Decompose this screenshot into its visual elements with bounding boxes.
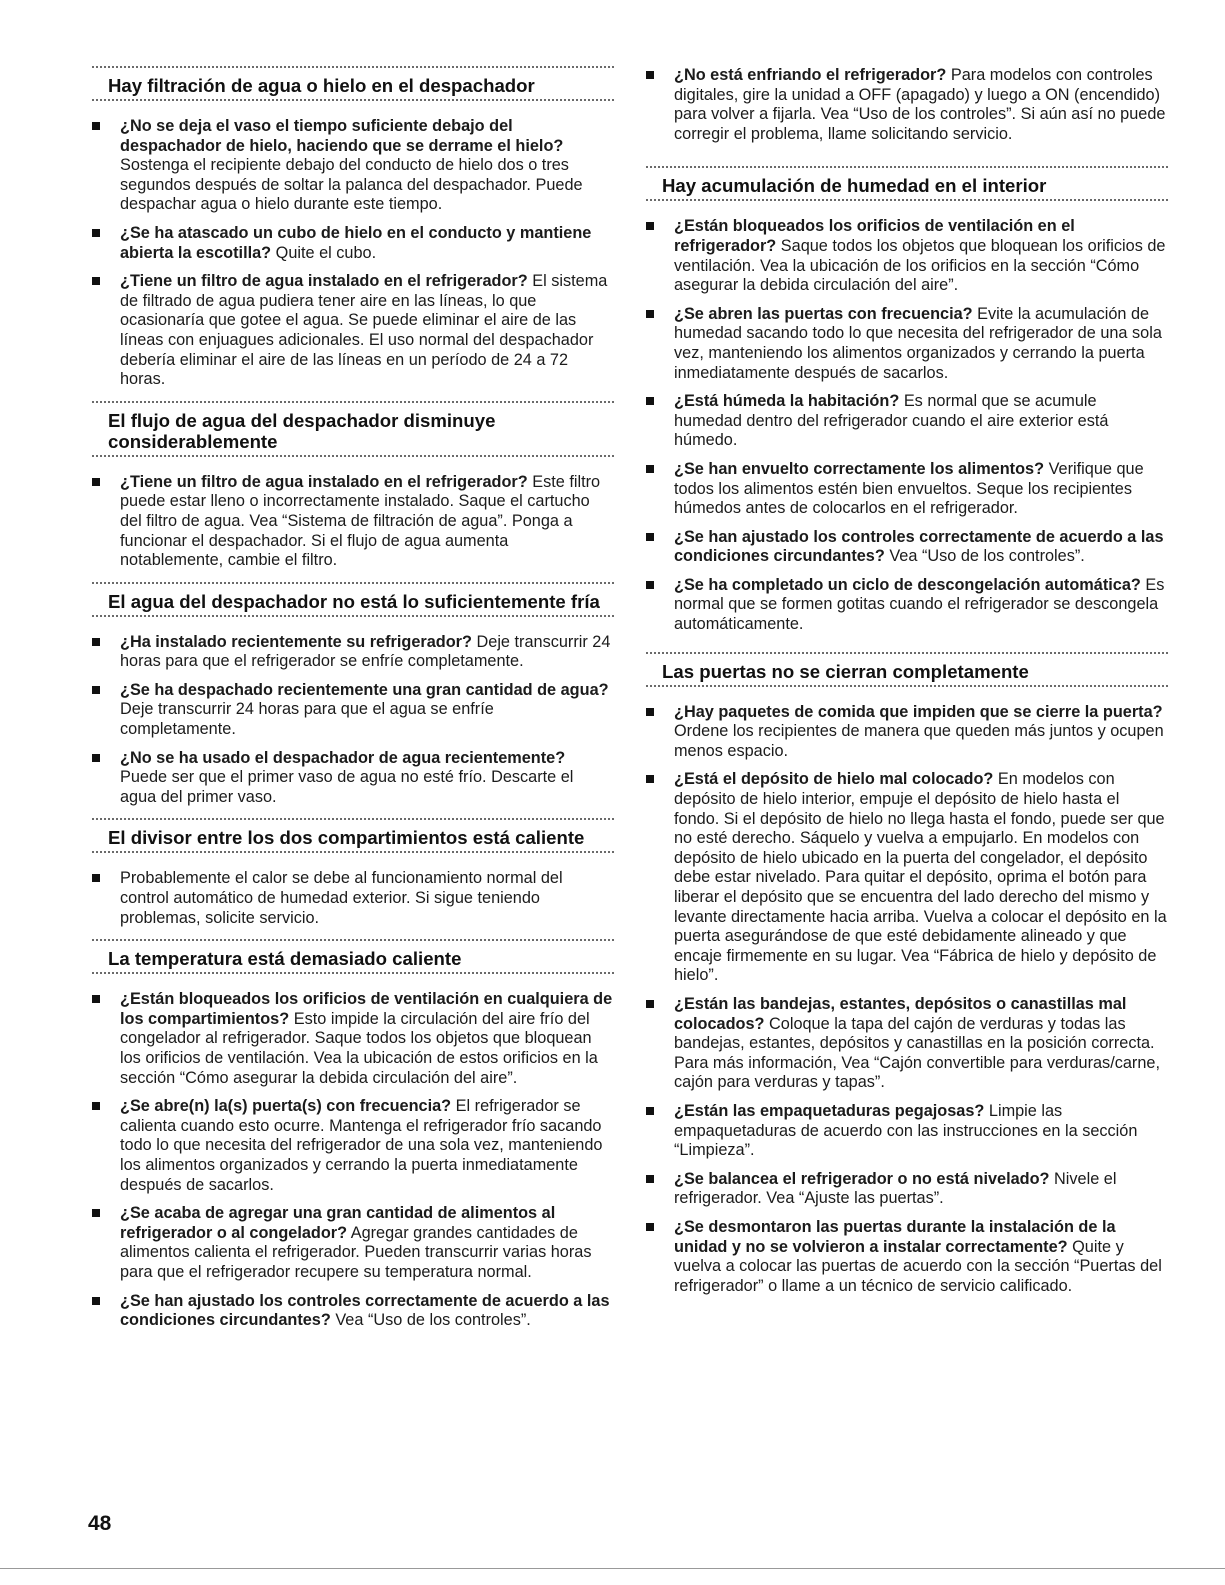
question: ¿Ha instalado recientemente su refrigerador? [120,632,472,651]
item-list [92,990,614,1331]
item-list [92,117,614,390]
bullet-icon [646,1175,654,1183]
list-item [646,995,1168,1093]
dotted-rule [646,199,1168,204]
question: ¿Se han ajustado los controles correctamente de acuerdo a las condiciones circundantes? [120,1291,610,1330]
bullet-icon [92,122,100,130]
question: ¿Se abre(n) la(s) puerta(s) con frecuencia? [120,1097,452,1116]
bullet-icon [646,775,654,783]
question: ¿No se deja el vaso el tiempo suficiente debajo del despachador de hielo, haciendo que se derrame el hielo? [120,117,564,155]
list-item [646,770,1168,986]
list-item [646,1218,1168,1296]
section-doors [646,652,1168,1297]
bullet-icon [646,397,654,405]
question: ¿Están las empaquetaduras pegajosas? [674,1101,985,1120]
list-item [92,990,614,1088]
answer: Es normal que se formen gotitas cuando el refrigerador se descongela automáticamente. [674,575,1165,634]
dotted-rule [92,851,614,856]
section-flow-decrease [92,401,614,571]
question: ¿Se abren las puertas con frecuencia? [674,304,973,323]
section-heading: Hay acumulación de humedad en el interior [662,175,1047,197]
bullet-icon [92,638,100,646]
bullet-icon [646,581,654,589]
dotted-rule [92,455,614,460]
answer: Sostenga el recipiente debajo del conducto de hielo dos o tres segundos después de soltar la palanca del despachador. Puede despachar agua o hielo durante este tiempo. [120,156,583,214]
section-moisture [646,166,1168,634]
bullet-icon [646,310,654,318]
question: ¿Se ha atascado un cubo de hielo en el conducto y mantiene abierta la escotilla? [120,223,592,262]
question: ¿Están las bandejas, estantes, depósitos o canastillas mal colocados? [674,994,1127,1033]
bullet-icon [92,995,100,1003]
answer: En modelos con depósito de hielo interior, empuje el depósito de hielo hasta el fondo. Si el depósito de hielo no llega hasta el fondo, puede ser que no esté derecho. Sáquelo y vuelva a empujarlo. En modelos con depósito de hielo ubicado en la puerta del congelador, el depósito debe estar nivelado. Para quitar el depósito, oprima el botón para liberar el depósito que se encuentra del lado derecho del mismo y levante directamente hacia arriba. Vuelva a colocar el depósito en la puerta asegurándose de que esté debidamente alineado y que encaje firmemente en su lugar. Vea “Fábrica de hielo y depósito de hielo”. [674,770,1167,985]
section-water-not-cold [92,582,614,808]
question: ¿Se desmontaron las puertas durante la instalación de la unidad y no se volvieron a instalar correctamente? [674,1217,1116,1256]
bullet-icon [646,1223,654,1231]
right-column [646,66,1168,1296]
item-list [92,473,614,571]
bullet-icon [646,708,654,716]
answer: El sistema de filtrado de agua pudiera tener aire en las líneas, lo que ocasionaría que gotee el agua. Se puede eliminar el aire de las líneas con enjuagues adicionales. El uso normal del despachador debería eliminar el aire de las líneas en un período de 24 a 72 horas. [120,272,608,389]
answer: El refrigerador se calienta cuando esto ocurre. Mantenga el refrigerador frío sacando todo lo que necesita del refrigerador de una sola vez, manteniendo los alimentos organizados y cerrando la puerta inmediatamente después de sacarlos. [120,1097,603,1194]
list-item [92,473,614,571]
answer: Quite el cubo. [275,243,377,262]
bullet-icon [92,1297,100,1305]
bullet-icon [92,229,100,237]
question: ¿Se ha completado un ciclo de descongelación automática? [674,575,1141,594]
bullet-icon [92,686,100,694]
list-item [646,305,1168,383]
list-item [92,1204,614,1282]
answer: Deje transcurrir 24 horas para que el agua se enfríe completamente. [120,700,494,739]
bullet-icon [92,754,100,762]
bullet-icon [646,465,654,473]
answer: Evite la acumulación de humedad sacando todo lo que necesita del refrigerador de una sola vez, manteniendo los alimentos organizados y cerrando la puerta inmediatamente después de sacarlos. [674,304,1162,382]
list-item [646,217,1168,295]
list-item [92,633,614,672]
page-number: 48 [88,1512,112,1535]
dotted-rule [92,615,614,620]
section-heading: Las puertas no se cierran completamente [662,660,1029,682]
left-column [92,66,614,1331]
question: ¿No se ha usado el despachador de agua recientemente? [120,748,566,767]
question: ¿Tiene un filtro de agua instalado en el refrigerador? [120,272,528,291]
dotted-rule [92,972,614,977]
list-item [92,869,614,928]
section-heading: El flujo de agua del despachador disminuye considerablemente [108,409,496,452]
answer: Nivele el refrigerador. Vea “Ajuste las puertas”. [674,1169,1117,1208]
answer: Puede ser que el primer vaso de agua no esté frío. Descarte el agua del primer vaso. [120,768,574,806]
bullet-icon [646,1107,654,1115]
answer: Ordene los recipientes de manera que queden más juntos y ocupen menos espacio. [674,722,1164,760]
question: ¿Se han ajustado los controles correctamente de acuerdo a las condiciones circundantes? [674,527,1164,566]
list-item [646,703,1168,762]
list-item [92,272,614,390]
list-item [646,460,1168,519]
question: ¿Está el depósito de hielo mal colocado? [674,770,994,789]
list-item [646,66,1168,144]
item-list [646,703,1168,1297]
section-divider-hot [92,818,614,928]
list-item [92,1097,614,1195]
dotted-rule [646,685,1168,690]
answer: Para modelos con controles digitales, gire la unidad a OFF (apagado) y luego a ON (encendido) para volver a fijarla. Vea “Uso de los controles”. Si aún así no puede corregir el problema, llame solicitando servicio. [674,66,1166,143]
answer: Este filtro puede estar lleno o incorrectamente instalado. Saque el cartucho del filtro de agua. Vea “Sistema de filtración de agua”. Ponga a funcionar el despachador. Si el flujo de agua aumenta notablemente, cambie el filtro. [120,472,601,570]
section-heading: El divisor entre los dos compartimientos está caliente [108,827,585,849]
answer: Vea “Uso de los controles”. [335,1311,531,1330]
section-heading: Hay filtración de agua o hielo en el despachador [108,75,535,96]
section-water-leak [92,66,614,390]
question: ¿Se ha despachado recientemente una gran cantidad de agua? [120,680,609,699]
question: ¿Se balancea el refrigerador o no está nivelado? [674,1169,1050,1188]
answer: Probablemente el calor se debe al funcionamiento normal del control automático de humedad exterior. Si sigue teniendo problemas, solicite servicio. [120,869,563,927]
bullet-icon [92,277,100,285]
bullet-icon [646,1000,654,1008]
answer: Limpie las empaquetaduras de acuerdo con las instrucciones en la sección “Limpieza”. [674,1101,1138,1160]
list-item [646,528,1168,567]
answer: Verifique que todos los alimentos estén bien envueltos. Seque los recipientes húmedos antes de colocarlos en el refrigerador. [674,459,1144,518]
dotted-rule [92,99,614,104]
answer: Es normal que se acumule humedad dentro del refrigerador cuando el aire exterior está húmedo. [674,392,1109,450]
bullet-icon [646,71,654,79]
question: ¿Están bloqueados los orificios de ventilación en cualquiera de los compartimientos? [120,990,613,1028]
answer: Quite y vuelva a colocar las puertas de acuerdo con la sección “Puertas del refrigerador” o llame a un técnico de servicio calificado. [674,1237,1162,1295]
answer: Agregar grandes cantidades de alimentos calienta el refrigerador. Pueden transcurrir varias horas para que el refrigerador recupere su temperatura normal. [120,1223,592,1281]
answer: Vea “Uso de los controles”. [889,547,1085,566]
answer: Esto impide la circulación del aire frío del congelador al refrigerador. Saque todos los objetos que bloquean los orificios de ventilación. Vea la ubicación de estos orificios en la sección “Cómo asegurar la debida circulación del aire”. [120,1009,598,1087]
list-item [646,576,1168,635]
item-list [92,869,614,928]
list-item [92,1292,614,1331]
answer: Coloque la tapa del cajón de verduras y todas las bandejas, estantes, depósitos y canastillas en la posición correcta. Para más información, Vea “Cajón convertible para verduras/carne, cajón para verduras y tapas”. [674,1014,1160,1092]
list-item [92,749,614,808]
section-heading: La temperatura está demasiado caliente [108,948,462,970]
answer: Saque todos los objetos que bloquean los orificios de ventilación. Vea la ubicación de los orificios en la sección “Cómo asegurar la debida circulación del aire”. [674,236,1166,295]
bullet-icon [92,1209,100,1217]
question: ¿Se han envuelto correctamente los alimentos? [674,459,1045,478]
question: ¿Está húmeda la habitación? [674,392,900,411]
item-list [646,217,1168,634]
question: ¿Están bloqueados los orificios de ventilación en el refrigerador? [674,217,1075,255]
question: ¿No está enfriando el refrigerador? [674,66,947,84]
question: ¿Se acaba de agregar una gran cantidad de alimentos al refrigerador o al congelador? [120,1204,556,1242]
bullet-icon [92,478,100,486]
question: ¿Hay paquetes de comida que impiden que se cierre la puerta? [674,702,1163,721]
list-item [92,117,614,215]
item-list [92,633,614,808]
list-item [646,392,1168,451]
list-item [92,681,614,740]
bullet-icon [646,222,654,230]
section-temp-too-warm [92,939,614,1331]
bullet-icon [92,1102,100,1110]
question: ¿Tiene un filtro de agua instalado en el refrigerador? [120,472,528,491]
list-item [92,224,614,263]
answer: Deje transcurrir 24 horas para que el refrigerador se enfríe completamente. [120,632,611,671]
item-list [646,66,1168,144]
bullet-icon [646,533,654,541]
bullet-icon [92,874,100,882]
section-heading: El agua del despachador no está lo suficientemente fría [108,590,600,612]
list-item [646,1170,1168,1209]
list-item [646,1102,1168,1161]
bottom-rule [0,1568,1225,1569]
